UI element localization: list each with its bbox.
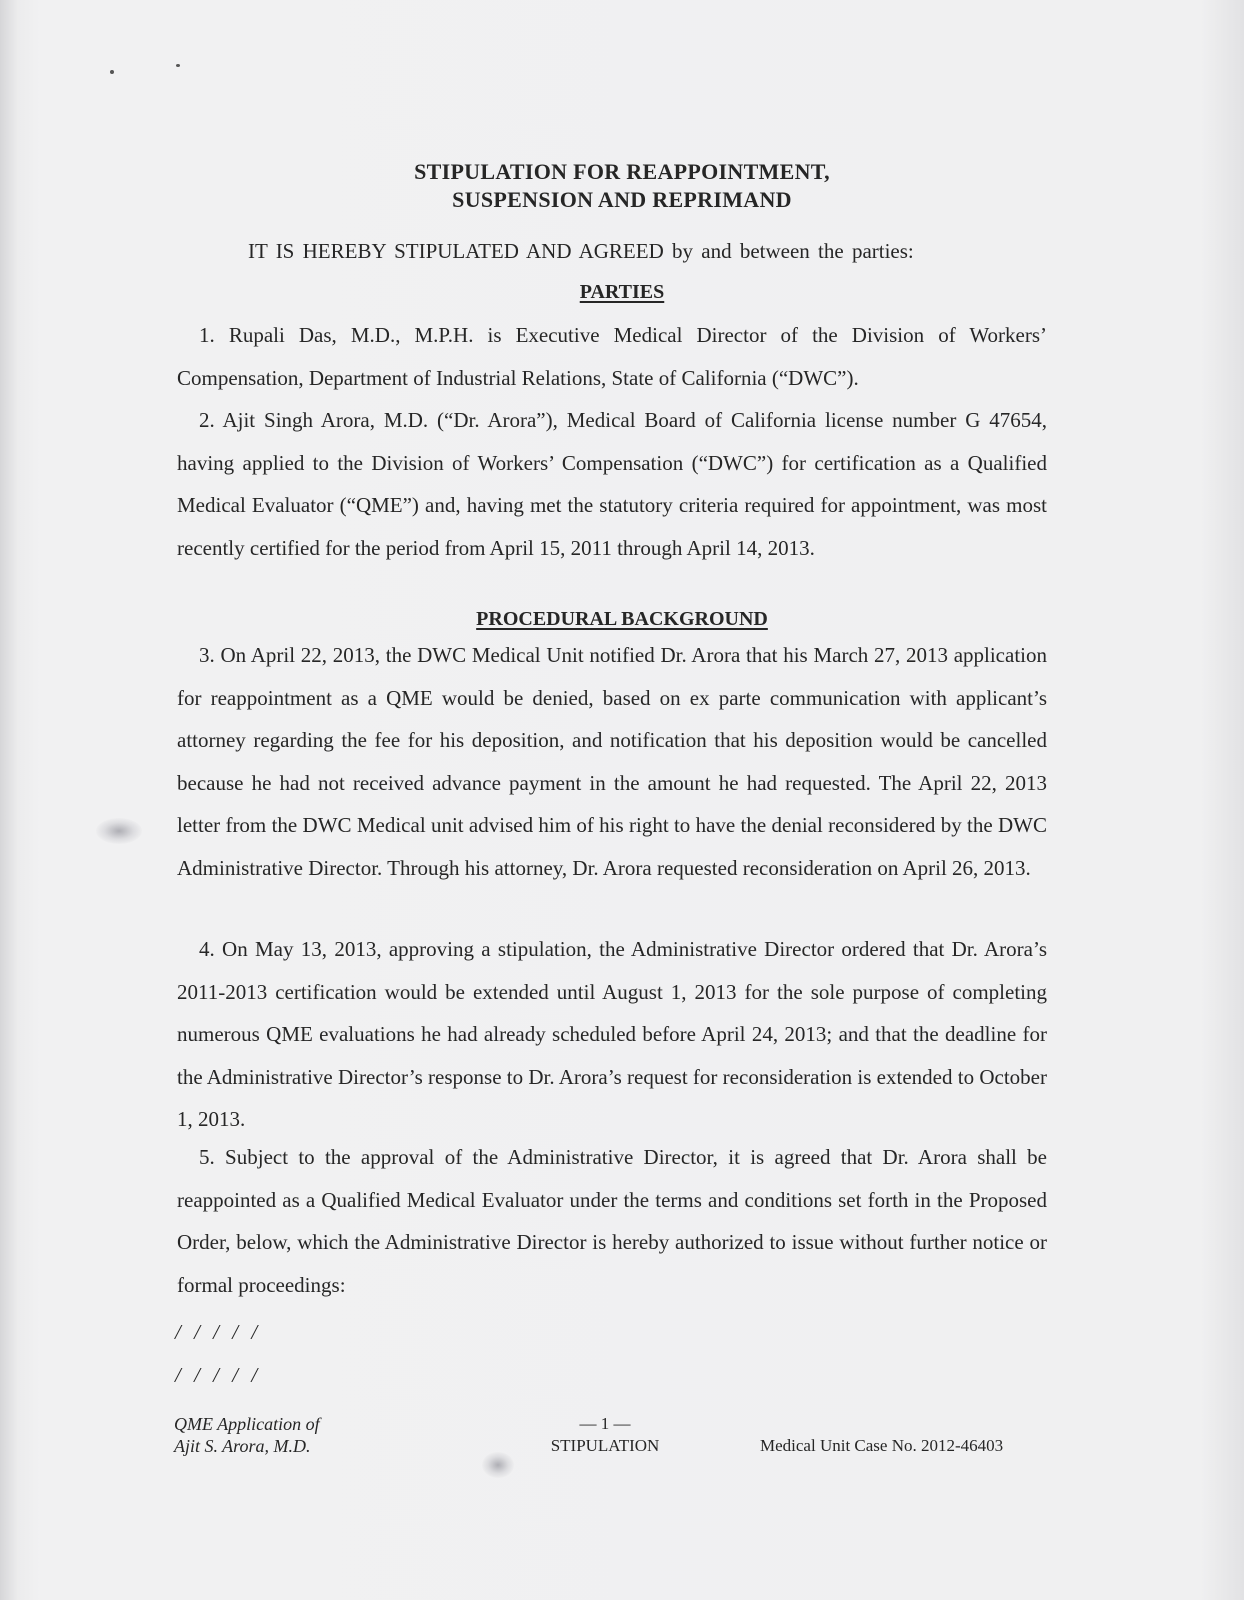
procedural-background-heading bbox=[0, 605, 1244, 633]
footer-left-line-1: QME Application of bbox=[174, 1414, 320, 1434]
scan-speck bbox=[176, 64, 180, 67]
scan-speck bbox=[110, 70, 114, 74]
paragraph-1: 1. Rupali Das, M.D., M.P.H. is Executive Medical Director of the Division of Workers’ Compensation, Department of Industrial Relations, State of California (“DWC”). bbox=[177, 323, 1047, 390]
document-title bbox=[0, 158, 1244, 214]
footer-application-label bbox=[174, 1413, 320, 1457]
footer-case-number: Medical Unit Case No. 2012-46403 bbox=[760, 1436, 1004, 1455]
paragraph-3: 3. On April 22, 2013, the DWC Medical Unit notified Dr. Arora that his March 27, 2013 application for reappointment as a QME would be denied, based on ex parte communication with applicant’s attorney regarding the fee for his deposition, and notification that his deposition would be cancelled because he had not received advance payment in the amount he had requested. The April 22, 2013 letter from the DWC Medical unit advised him of his right to have the denial reconsidered by the DWC Administrative Director. Through his attorney, Dr. Arora requested reconsideration on April 26, 2013. bbox=[177, 643, 1047, 880]
parties-heading bbox=[0, 278, 1244, 306]
procedural-heading-text: PROCEDURAL BACKGROUND bbox=[476, 608, 768, 630]
paragraph-5: 5. Subject to the approval of the Administrative Director, it is agreed that Dr. Arora shall be reappointed as a Qualified Medical Evaluator under the terms and conditions set forth in the Proposed Order, below, which the Administrative Director is hereby authorized to issue without further notice or formal proceedings: bbox=[177, 1145, 1047, 1297]
title-line-1: STIPULATION FOR REAPPOINTMENT, bbox=[414, 159, 830, 184]
continuation-slashes-1: / / / / / bbox=[175, 1320, 262, 1344]
continuation-slashes-2: / / / / / bbox=[175, 1363, 262, 1387]
page-number: — 1 — bbox=[579, 1414, 631, 1433]
title-line-2: SUSPENSION AND REPRIMAND bbox=[452, 187, 792, 212]
paragraph-2: 2. Ajit Singh Arora, M.D. (“Dr. Arora”), Medical Board of California license number G 47654, having applied to the Division of Workers’ Compensation (“DWC”) for certification as a Qualified Medical Evaluator (“QME”) and, having met the statutory criteria required for appointment, was most recently certified for the period from April 15, 2011 through April 14, 2013. bbox=[177, 408, 1047, 560]
scan-smudge bbox=[482, 1452, 514, 1478]
footer-stipulation-label: STIPULATION bbox=[550, 1436, 660, 1455]
footer-page-info bbox=[520, 1413, 690, 1457]
scan-smudge bbox=[96, 818, 142, 844]
parties-heading-text: PARTIES bbox=[579, 281, 665, 303]
paragraph-4: 4. On May 13, 2013, approving a stipulation, the Administrative Director ordered that Dr. Arora’s 2011-2013 certification would be extended until August 1, 2013 for the sole purpose of completing numerous QME evaluations he had already scheduled before April 24, 2013; and that the deadline for the Administrative Director’s response to Dr. Arora’s request for reconsideration is extended to October 1, 2013. bbox=[177, 937, 1047, 1132]
footer-left-line-2: Ajit S. Arora, M.D. bbox=[174, 1436, 311, 1456]
intro-statement: IT IS HEREBY STIPULATED AND AGREED by and between the parties: bbox=[248, 239, 914, 263]
